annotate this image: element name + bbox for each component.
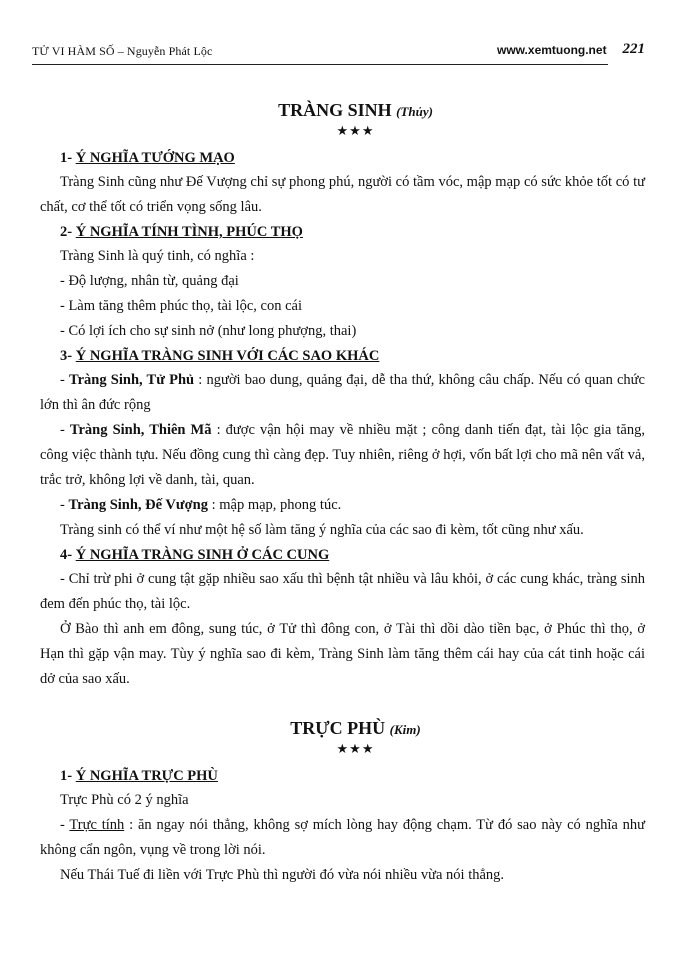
header-book-title: TỬ VI HÀM SỐ – Nguyễn Phát Lộc bbox=[32, 44, 213, 58]
list-item: - Tràng Sinh, Thiên Mã : được vận hội may về nhiều mặt ; công danh tiến đạt, tài lộc gia tăng, công việc thành tựu. Nếu đồng cung thì càng đẹp. Tuy nhiên, riêng ở hợi, vốn bất lợi cho mã nên vất vả, trắc trở, không lợi về danh, tài, quan. bbox=[40, 422, 645, 488]
section-title-text: TRỰC PHÙ bbox=[290, 718, 386, 738]
section-title-trang-sinh bbox=[40, 98, 645, 124]
list-item: - Tràng Sinh, Tử Phủ : người bao dung, quảng đại, dễ tha thứ, không câu chấp. Nếu có quan chức lớn thì ân đức rộng bbox=[40, 372, 645, 413]
paragraph: - Chỉ trừ phi ở cung tật gặp nhiều sao xấu thì bệnh tật nhiều và lâu khỏi, ở các cung khác, tràng sinh đem đến phúc thọ, tài lộc. bbox=[40, 571, 645, 612]
page-header bbox=[32, 40, 645, 66]
heading-sao-khac: 3- Ý NGHĨA TRÀNG SINH VỚI CÁC SAO KHÁC bbox=[60, 348, 380, 364]
list-item: - Trực tính : ăn ngay nói thẳng, không sợ mích lòng hay động chạm. Từ đó sao này có nghĩa như không cẩn ngôn, vụng về trong lời nói. bbox=[40, 817, 645, 858]
paragraph: Tràng sinh có thể ví như một hệ số làm tăng ý nghĩa của các sao đi kèm, tốt cũng như xấu. bbox=[60, 522, 584, 538]
heading-tinh-tinh: 2- Ý NGHĨA TÍNH TÌNH, PHÚC THỌ bbox=[60, 224, 303, 240]
heading-tuong-mao: 1- Ý NGHĨA TƯỚNG MẠO bbox=[60, 150, 235, 166]
list-item: - Độ lượng, nhân từ, quảng đại bbox=[60, 273, 239, 289]
paragraph: Nếu Thái Tuế đi liền với Trực Phù thì người đó vừa nói nhiều vừa nói thẳng. bbox=[60, 867, 505, 883]
section-title-text: TRÀNG SINH bbox=[278, 100, 392, 120]
star-rating-icon: ★★★ bbox=[336, 741, 375, 756]
section-subtitle: (Kim) bbox=[389, 722, 421, 737]
star-rating-icon: ★★★ bbox=[336, 123, 375, 138]
list-item: - Có lợi ích cho sự sinh nở (như long phượng, thai) bbox=[60, 323, 357, 339]
paragraph: Tràng Sinh là quý tinh, có nghĩa : bbox=[60, 248, 255, 264]
paragraph: Tràng Sinh cũng như Đế Vượng chỉ sự phong phú, người có tầm vóc, mập mạp có sức khỏe tốt có tư chất, cơ thể tốt có triển vọng sống lâu. bbox=[40, 174, 645, 215]
heading-cac-cung: 4- Ý NGHĨA TRÀNG SINH Ở CÁC CUNG bbox=[60, 547, 330, 563]
page-number: 221 bbox=[622, 41, 645, 57]
list-item: - Làm tăng thêm phúc thọ, tài lộc, con cái bbox=[60, 298, 302, 314]
list-item: - Tràng Sinh, Đế Vượng : mập mạp, phong túc. bbox=[60, 497, 342, 513]
header-website: www.xemtuong.net bbox=[497, 43, 607, 57]
paragraph: Ở Bào thì anh em đông, sung túc, ở Tử thì đông con, ở Tài thì dồi dào tiền bạc, ở Phúc thì thọ, ở Hạn thì gặp vận may. Tùy ý nghĩa sao đi kèm, Tràng Sinh làm tăng thêm cái hay của cát tinh hoặc cái dở của sao xấu. bbox=[40, 621, 645, 687]
section-title-truc-phu bbox=[40, 716, 645, 742]
header-divider bbox=[32, 64, 608, 65]
page-content bbox=[40, 98, 645, 888]
paragraph: Trực Phù có 2 ý nghĩa bbox=[60, 792, 189, 808]
heading-y-nghia-truc-phu: 1- Ý NGHĨA TRỰC PHÙ bbox=[60, 768, 218, 784]
section-subtitle: (Thủy) bbox=[396, 104, 433, 119]
